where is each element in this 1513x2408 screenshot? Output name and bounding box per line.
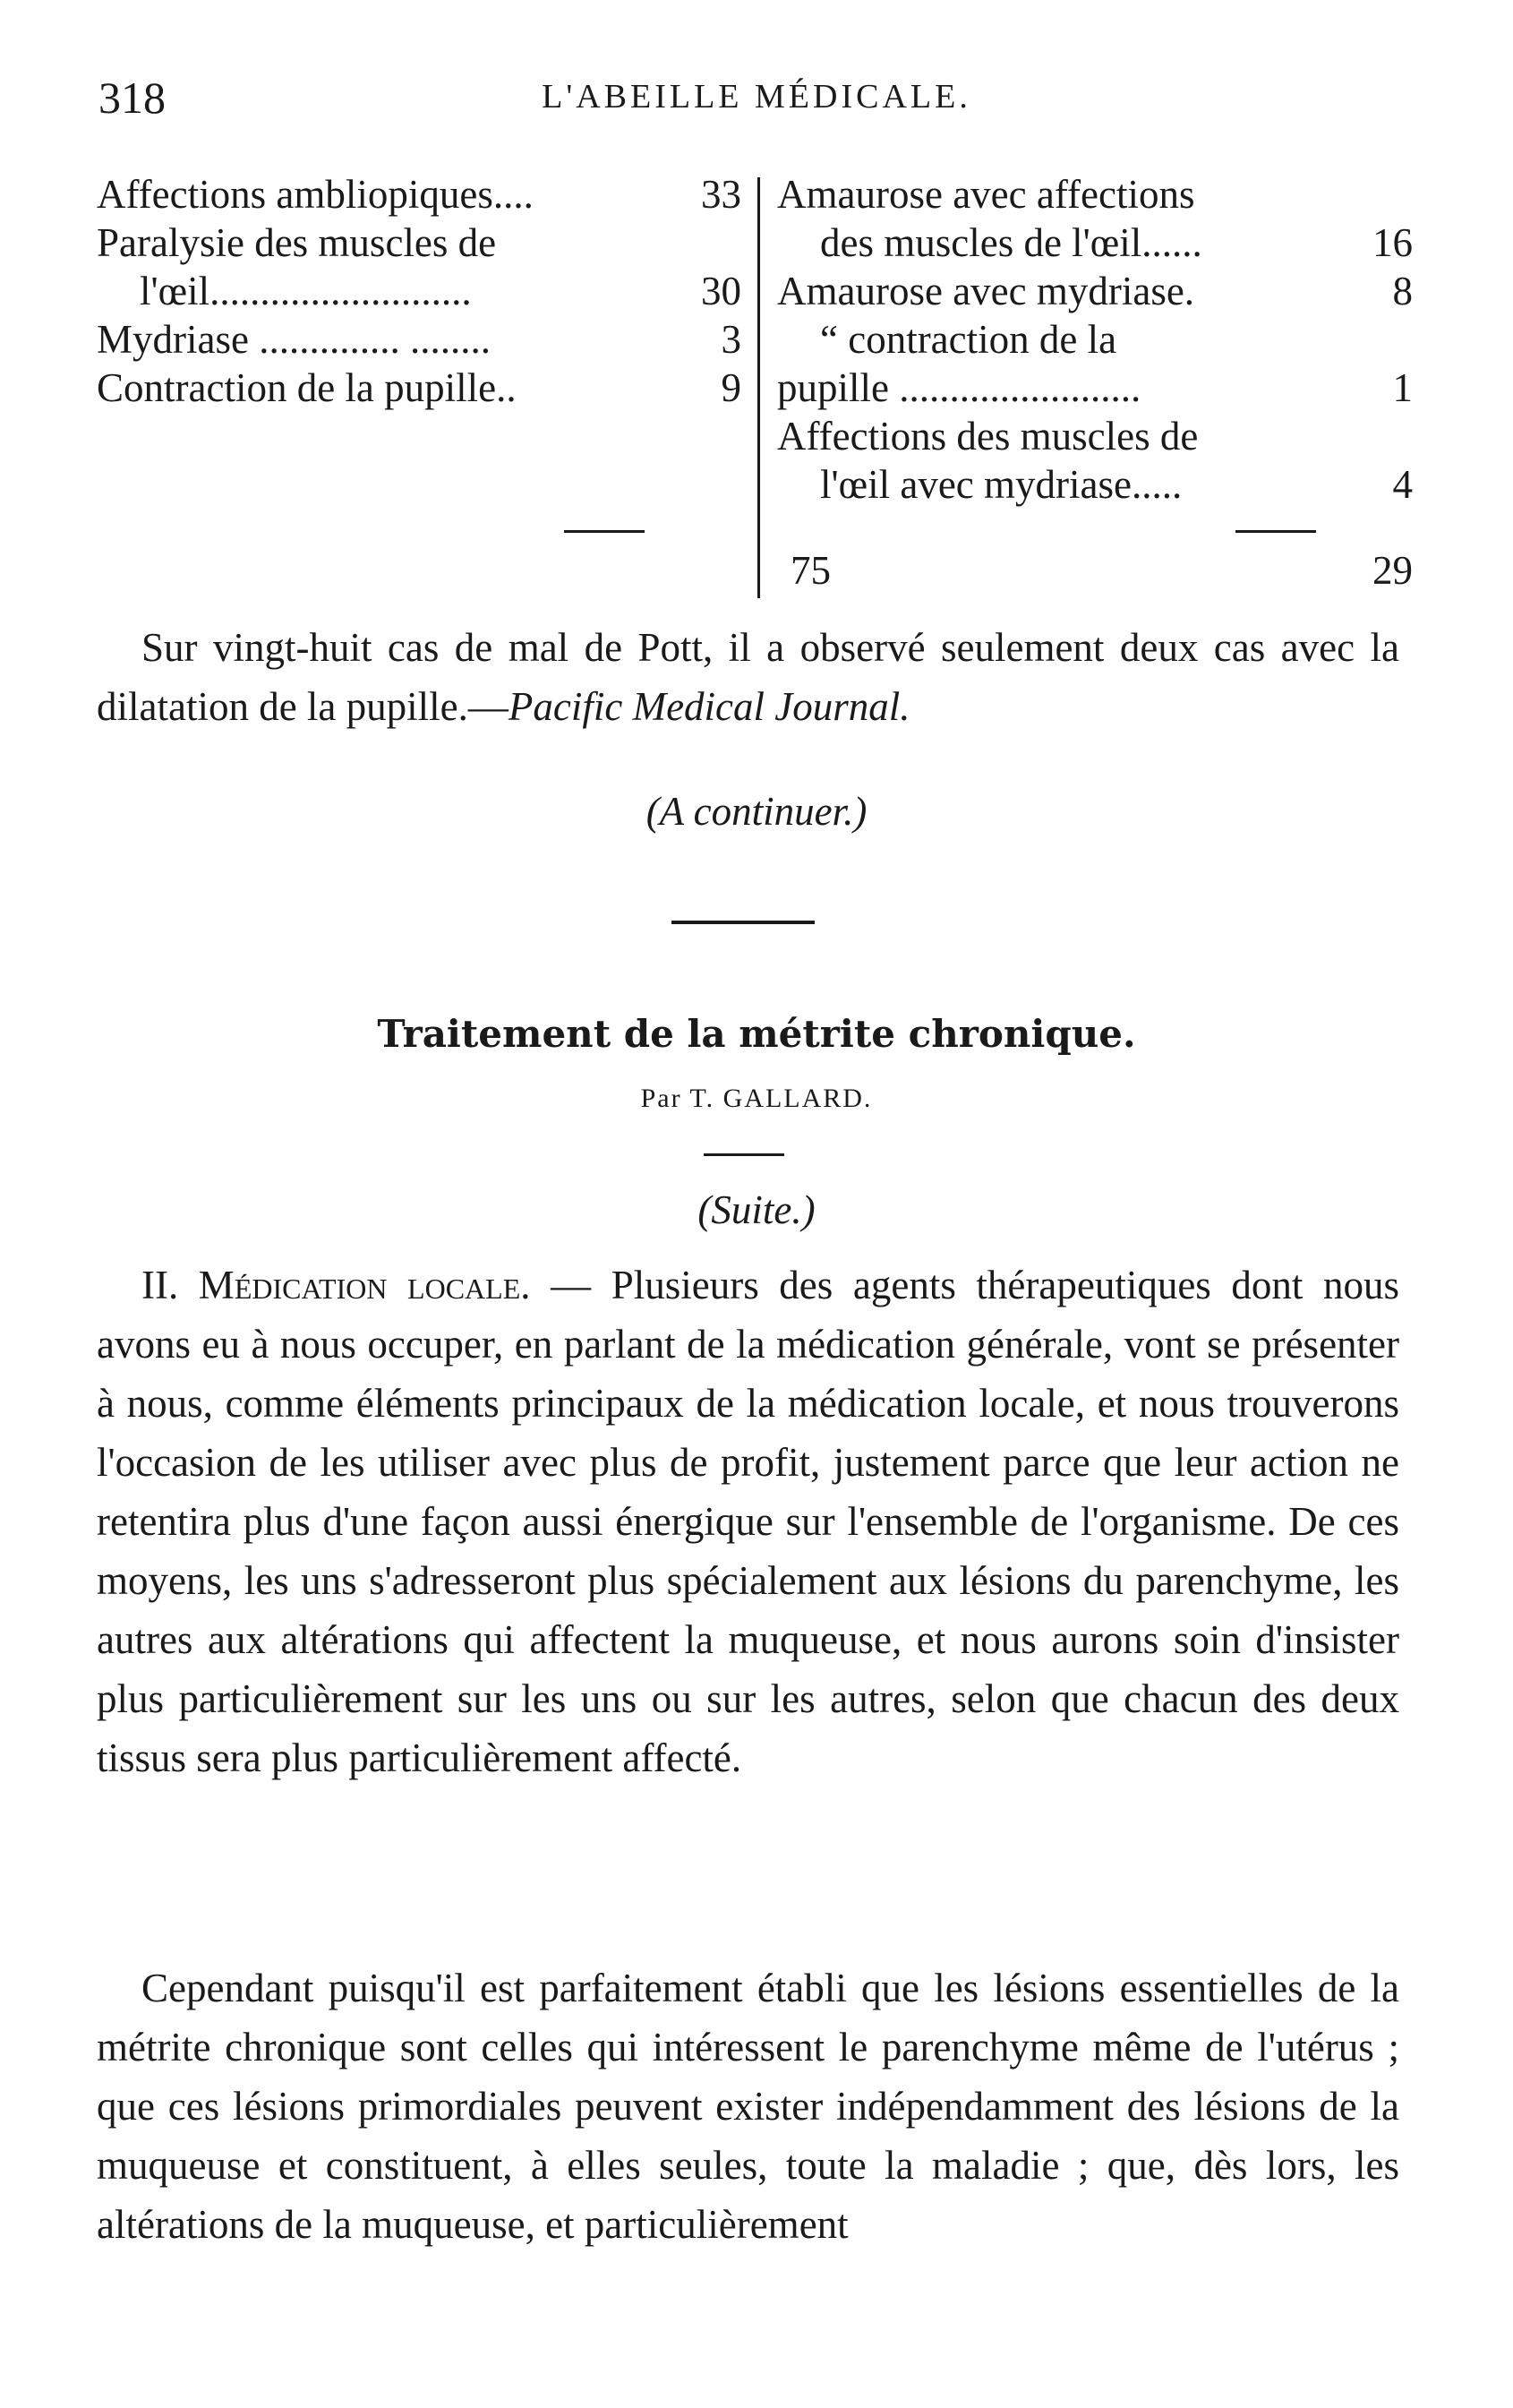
row-value: 8 [1392,269,1413,313]
table-left-column [97,170,741,412]
section-label: II. Médication locale. [141,1263,531,1307]
byline-divider [704,1153,784,1156]
row-label: Contraction de la pupille.. [97,365,517,410]
paragraph-1 [97,1255,1399,1787]
row-label: “ contraction de la [820,317,1117,362]
paragraph-2: Cependant puisqu'il est parfaitement établi que les lésions essentielles de la métrite chronique sont celles qui intéressent le parenchyme même de l'utérus ; que ces lésions primordiales peuvent exister indépendamment des lésions de la muqueuse et constituent, à elles seules, toute la maladie ; que, dès lors, les altérations de la muqueuse, et particulièrement [97,1966,1399,2247]
row-label: Affections des muscles de [777,414,1199,458]
row-value: 16 [1372,220,1413,265]
table-row [777,267,1413,315]
table-row [777,315,1413,364]
statistics-table [97,170,1413,600]
article-title: Traitement de la métrite chronique. [377,1012,1136,1056]
row-label: pupille ........................ [777,365,1141,410]
table-row [97,315,741,364]
suite-note: (Suite.) [697,1187,816,1232]
row-label: Paralysie des muscles de [97,220,497,265]
right-sum-rule [1235,530,1316,533]
pott-paragraph [97,618,1399,736]
pott-text: Sur vingt-huit cas de mal de Pott, il a observé seulement deux cas avec la dilatation de la pupille.— [97,625,1399,729]
row-value: 1 [1392,365,1413,410]
table-right-column [777,170,1413,509]
table-row [777,364,1413,412]
row-label: l'œil avec mydriase..... [820,462,1183,507]
row-value: 30 [701,269,741,313]
table-row [97,170,741,219]
right-total: 29 [1372,548,1413,593]
row-label: Amaurose avec affections [777,172,1195,217]
row-label: Affections ambliopiques.... [97,172,534,217]
running-title: L'ABEILLE MÉDICALE. [542,78,971,116]
table-row [777,412,1413,460]
table-row [97,267,741,315]
table-row [777,219,1413,267]
row-label: des muscles de l'œil...... [820,220,1202,265]
column-divider [757,177,760,598]
row-label: l'œil.......................... [140,269,472,313]
row-label: Mydriase .............. ........ [97,317,491,362]
row-value: 9 [721,365,741,410]
journal-source: Pacific Medical Journal. [508,684,910,729]
paragraph-1-text: — Plusieurs des agents thérapeutiques dont nous avons eu à nous occuper, en parlant de la médication générale, vont se présenter à nous, comme éléments principaux de la médication locale, et nous trouverons l'occasion de les utiliser avec plus de profit, justement parce que leur action ne retentira plus d'une façon aussi énergique sur l'ensemble de l'organisme. De ces moyens, les uns s'adresseront plus spécialement aux lésions du parenchyme, les autres aux altérations qui affectent la muqueuse, et nous aurons soin d'insister plus particulièrement sur les uns ou sur les autres, selon que chacun des deux tissus sera plus particulièrement affecté. [97,1263,1400,1780]
table-row [97,364,741,412]
article-byline: Par T. GALLARD. [640,1084,873,1113]
section-divider [671,921,815,924]
table-row [777,460,1413,509]
table-row [777,170,1413,219]
row-value: 33 [701,172,741,217]
left-sum-rule [564,530,645,533]
page-number: 318 [98,73,166,123]
row-value: 4 [1392,462,1413,507]
continue-note: (A continuer.) [645,789,868,834]
left-total: 75 [791,548,831,593]
row-value: 3 [721,317,741,362]
row-label: Amaurose avec mydriase. [777,269,1195,313]
table-row [97,219,741,267]
